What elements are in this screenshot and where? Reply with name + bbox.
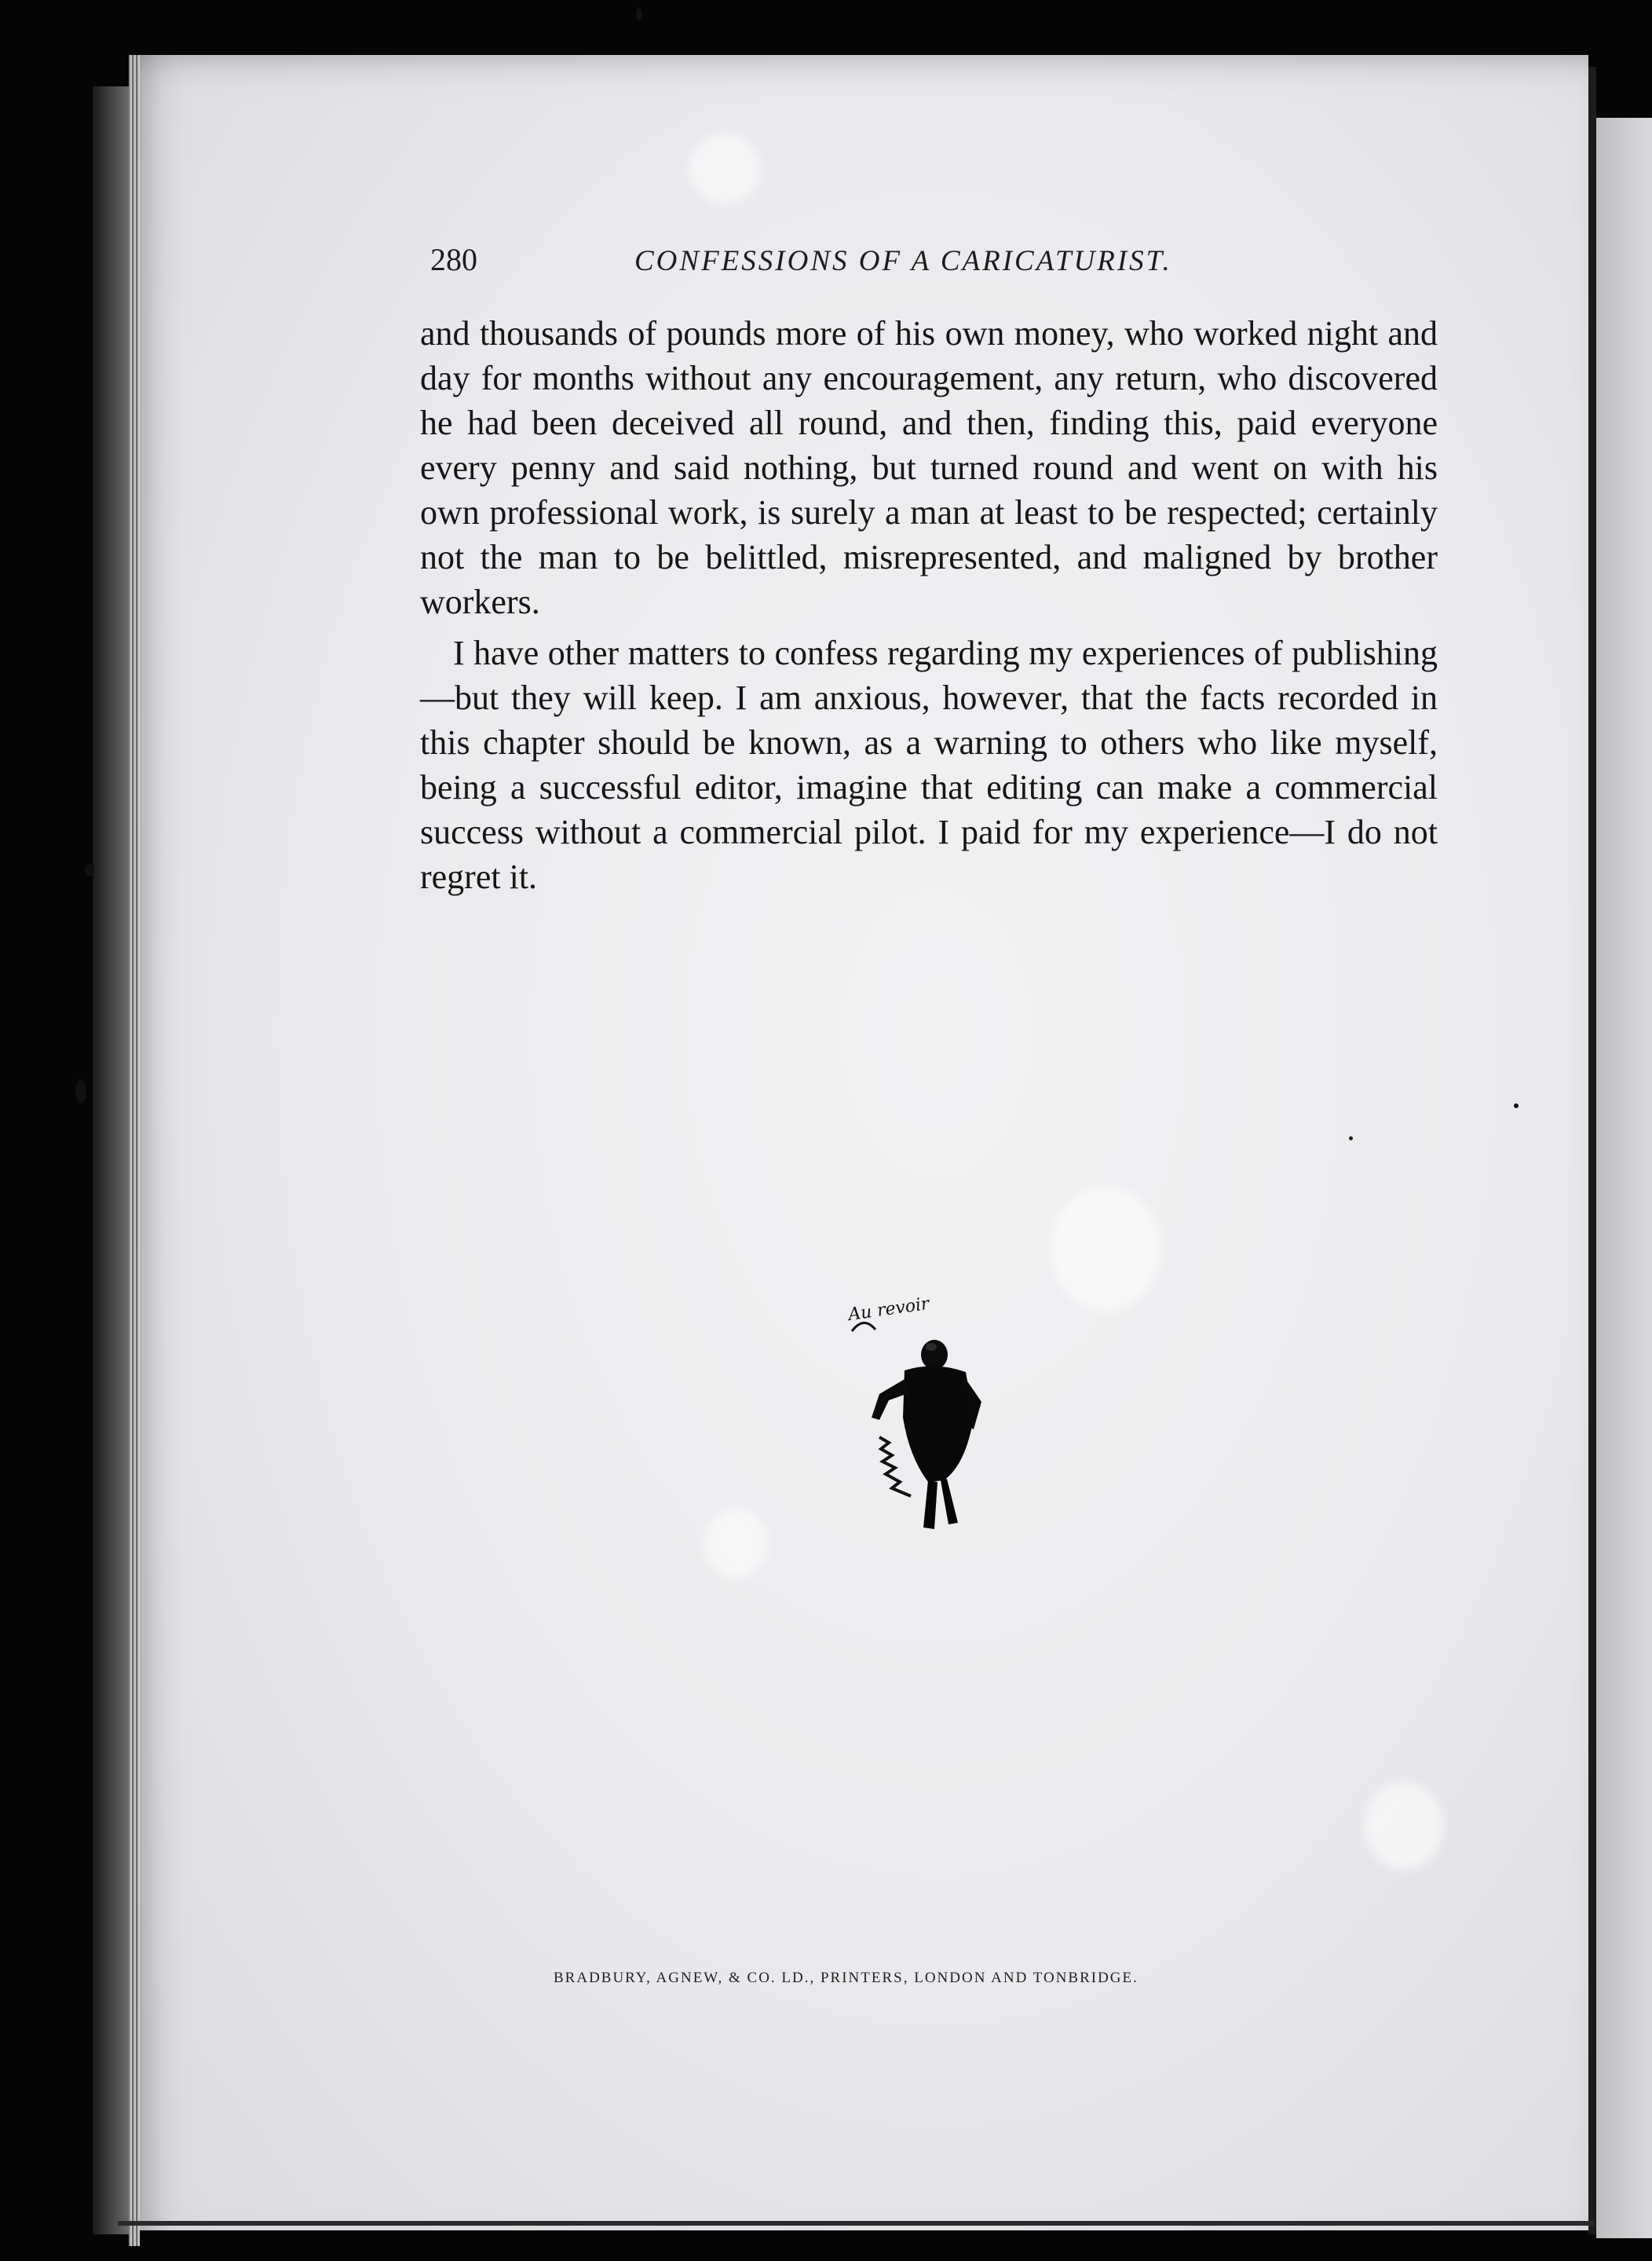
paragraph: I have other matters to confess regarding my experiences of publishing—but they will keep. I am anxious, however, that the facts recorded in this chapter should be known, as a warning to others who like myself, being a successful editor, imagine that editing can make a commercial success without a commercial pilot. I paid for my experience—I do not regret it. [420,634,1438,896]
body-text [420,311,1438,899]
page-edges [129,55,140,2246]
paragraph: and thousands of pounds more of his own money, who worked night and day for months without any encouragement, any return, who discovered he had been deceived all round, and then, finding this, paid everyone every penny and said nothing, but turned round and went on with his own professional work, is surely a man at least to be respected; certainly not the man to be belittled, misrepresented, and maligned by brother workers. [420,314,1438,621]
scan-glare [689,134,760,204]
dust-speck [85,864,94,876]
caricature-illustration [846,1293,997,1535]
printer-imprint: BRADBURY, AGNEW, & CO. LD., PRINTERS, LONDON AND TONBRIDGE. [554,1970,1138,1986]
dust-speck [636,8,642,20]
scan-glare [705,1508,768,1579]
page-number: 280 [430,242,477,277]
adjacent-page-edge [1596,118,1652,2238]
dust-speck [1349,1136,1353,1140]
walking-man-drawing [848,1300,997,1535]
dust-speck [1514,1103,1519,1108]
page-bottom-edge [118,2221,1594,2226]
page-gutter [1588,67,1596,2234]
page-header [430,240,1294,287]
illustration-caption: Au revoir [846,1293,931,1326]
scan-glare [1051,1186,1160,1312]
running-head: CONFESSIONS OF A CARICATURIST. [634,245,1172,277]
dust-speck [75,1080,86,1103]
book-binding [93,86,129,2234]
scan-glare [1365,1783,1443,1869]
